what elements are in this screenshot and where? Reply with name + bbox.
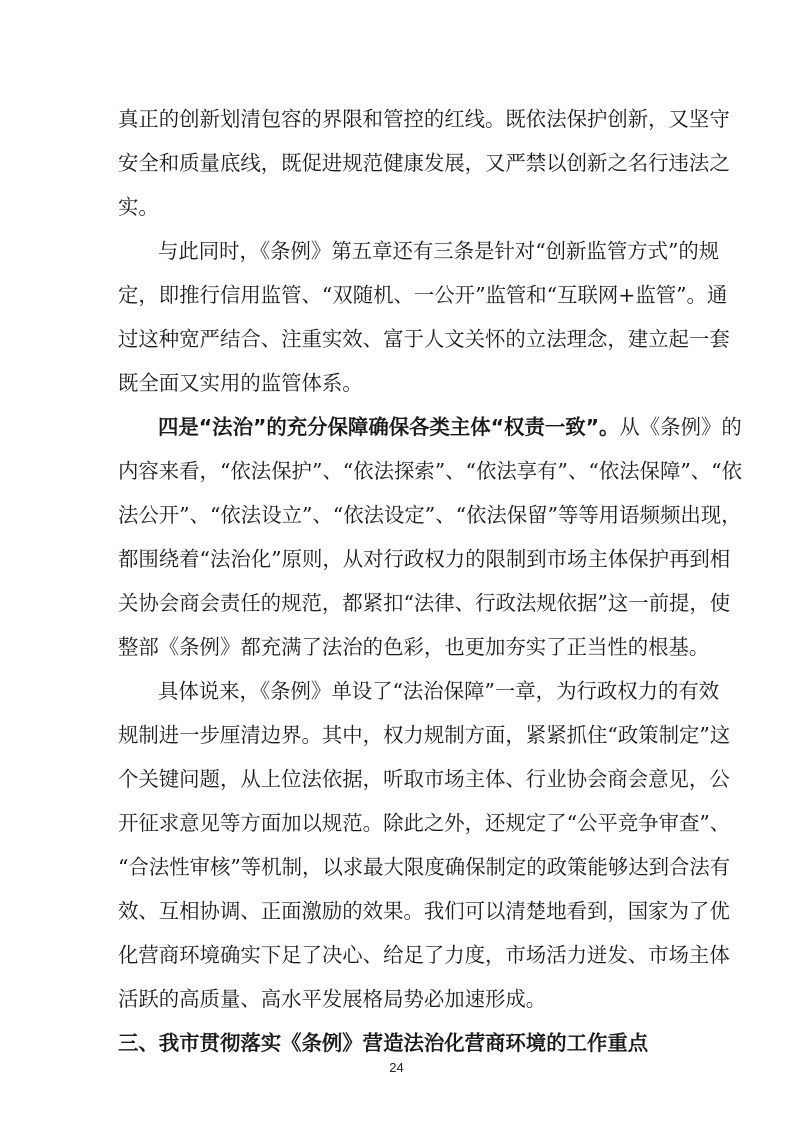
- paragraph-3-line-1-text: 从《条例》的: [619, 415, 742, 439]
- paragraph-4-line-5: “合法性审核”等机制，以求最大限度确保制定的政策能够达到合法有: [118, 855, 731, 879]
- paragraph-2-line-1: 与此同时，《条例》第五章还有三条是针对“创新监管方式”的规: [158, 239, 720, 263]
- paragraph-3-bold-lead: 四是“法治”的充分保障确保各类主体“权责一致”。: [158, 415, 620, 439]
- paragraph-1-line-2: 安全和质量底线，既促进规范健康发展，又严禁以创新之名行违法之: [118, 151, 730, 175]
- paragraph-4-line-2: 规制进一步厘清边界。其中，权力规制方面，紧紧抓住“政策制定”这: [118, 723, 731, 747]
- paragraph-3-line-5: 关协会商会责任的规范，都紧扣“法律、行政法规依据”这一前提，使: [118, 591, 731, 615]
- paragraph-2-line-3: 过这种宽严结合、注重实效、富于人文关怀的立法理念，建立起一套: [118, 327, 730, 351]
- paragraph-3-line-1: [158, 407, 742, 447]
- paragraph-4-line-4: 开征求意见等方面加以规范。除此之外，还规定了“公平竞争审查”、: [118, 811, 731, 835]
- page-number: 24: [389, 1060, 404, 1075]
- paragraph-3-line-2: 内容来看，“依法保护”、“依法探索”、“依法享有”、“依法保障”、“依: [118, 459, 742, 483]
- paragraph-4-line-1: 具体说来，《条例》单设了“法治保障”一章，为行政权力的有效: [158, 679, 720, 703]
- paragraph-3-line-4: 都围绕着“法治化”原则，从对行政权力的限制到市场主体保护再到相: [118, 547, 731, 571]
- paragraph-3-line-3: 法公开”、“依法设立”、“依法设定”、“依法保留”等等用语频频出现，: [118, 503, 742, 527]
- paragraph-4-line-8: 活跃的高质量、高水平发展格局势必加速形成。: [118, 987, 547, 1011]
- paragraph-1-line-3: 实。: [118, 195, 159, 219]
- paragraph-4-line-3: 个关键问题，从上位法依据，听取市场主体、行业协会商会意见，公: [118, 767, 730, 791]
- paragraph-2-line-4: 既全面又实用的监管体系。: [118, 371, 363, 395]
- paragraph-2-line-2: 定，即推行信用监管、“双随机、一公开”监管和“互联网+监管”。通: [118, 283, 728, 307]
- paragraph-3-line-6: 整部《条例》都充满了法治的色彩，也更加夯实了正当性的根基。: [118, 635, 710, 659]
- paragraph-4-line-7: 化营商环境确实下足了决心、给足了力度，市场活力迸发、市场主体: [118, 943, 730, 967]
- paragraph-4-line-6: 效、互相协调、正面激励的效果。我们可以清楚地看到，国家为了优: [118, 899, 730, 923]
- section-heading: 三、我市贯彻落实《条例》营造法治化营商环境的工作重点: [118, 1031, 649, 1055]
- paragraph-1-line-1: 真正的创新划清包容的界限和管控的红线。既依法保护创新，又坚守: [118, 107, 730, 131]
